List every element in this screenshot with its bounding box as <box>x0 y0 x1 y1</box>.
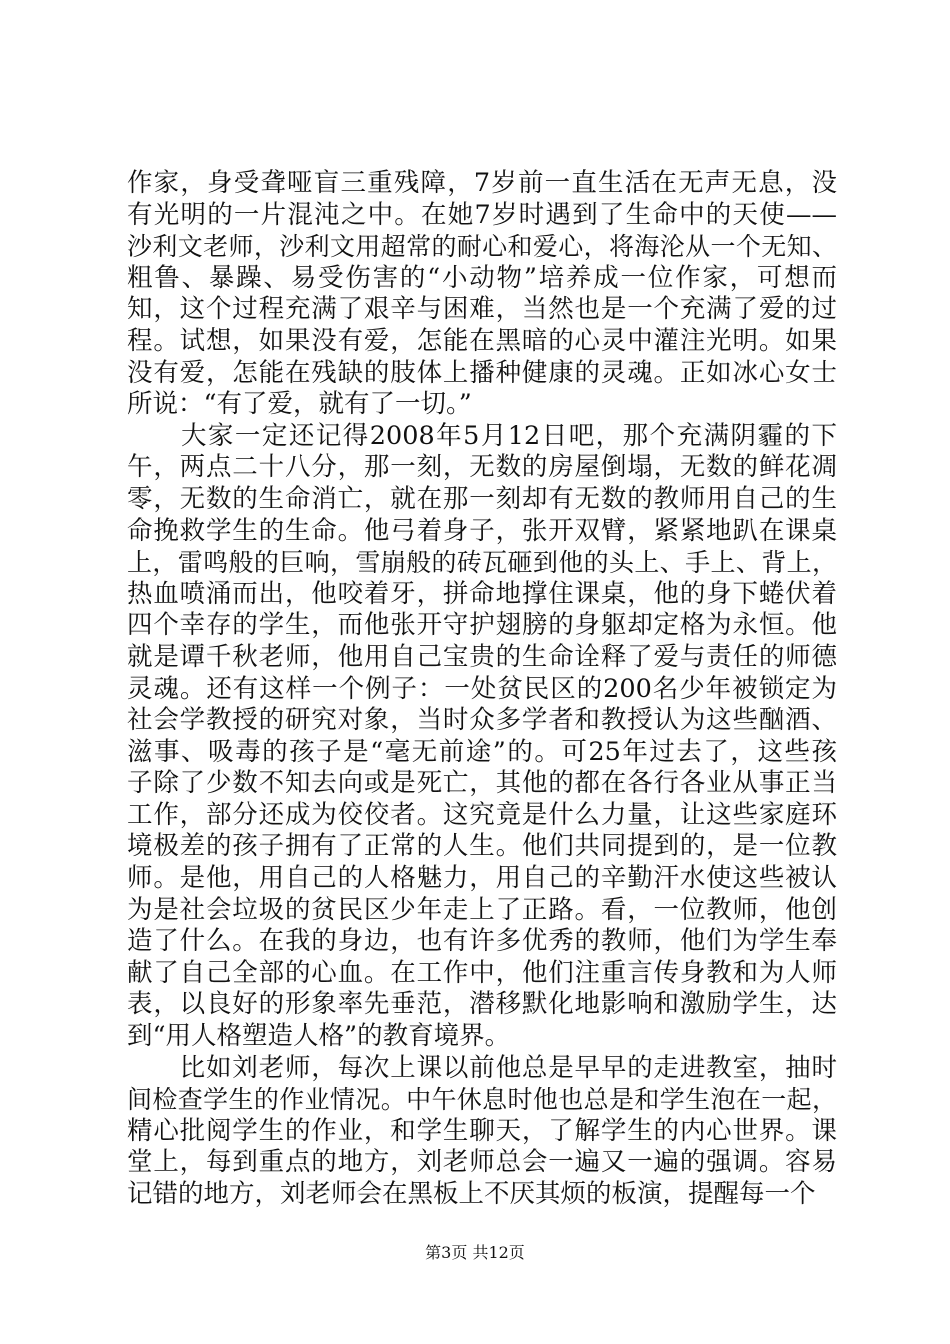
text-line: 子除了少数不知去向或是死亡，其他的都在各行各业从事正当 <box>127 768 837 799</box>
text-line: 四个幸存的学生，而他张开守护翅膀的身躯却定格为永恒。他 <box>127 610 837 641</box>
text-line: 造了什么。在我的身边，也有许多优秀的教师，他们为学生奉 <box>127 926 837 957</box>
document-body <box>127 168 837 1211</box>
text-line: 午，两点二十八分，那一刻，无数的房屋倒塌，无数的鲜花凋 <box>127 452 837 483</box>
text-line: 就是谭千秋老师，他用自己宝贵的生命诠释了爱与责任的师德 <box>127 641 837 672</box>
text-line: 境极差的孩子拥有了正常的人生。他们共同提到的，是一位教 <box>127 831 837 862</box>
text-line: 比如刘老师，每次上课以前他总是早早的走进教室，抽时 <box>127 1052 837 1083</box>
text-line: 热血喷涌而出，他咬着牙，拼命地撑住课桌，他的身下蜷伏着 <box>127 578 837 609</box>
text-line: 滋事、吸毒的孩子是“毫无前途”的。可25年过去了，这些孩 <box>127 736 837 767</box>
text-line: 命挽救学生的生命。他弓着身子，张开双臂，紧紧地趴在课桌 <box>127 515 837 546</box>
text-line: 精心批阅学生的作业，和学生聊天，了解学生的内心世界。课 <box>127 1115 837 1146</box>
text-line: 师。是他，用自己的人格魅力，用自己的辛勤汗水使这些被认 <box>127 863 837 894</box>
text-line: 知，这个过程充满了艰辛与困难，当然也是一个充满了爱的过 <box>127 294 837 325</box>
page-number: 第3页 共12页 <box>425 1243 525 1262</box>
page-footer <box>0 1242 950 1264</box>
text-line: 程。试想，如果没有爱，怎能在黑暗的心灵中灌注光明。如果 <box>127 325 837 356</box>
text-line: 沙利文老师，沙利文用超常的耐心和爱心，将海沦从一个无知、 <box>127 232 837 262</box>
text-line: 堂上，每到重点的地方，刘老师总会一遍又一遍的强调。容易 <box>127 1147 837 1178</box>
text-line: 没有爱，怎能在残缺的肢体上播种健康的灵魂。正如冰心女士 <box>127 357 837 388</box>
text-line: 灵魂。还有这样一个例子：一处贫民区的200名少年被锁定为 <box>127 673 837 704</box>
text-line: 粗鲁、暴躁、易受伤害的“小动物”培养成一位作家，可想而 <box>127 262 837 293</box>
text-line: 记错的地方，刘老师会在黑板上不厌其烦的板演，提醒每一个 <box>127 1179 816 1209</box>
text-line: 大家一定还记得2008年5月12日吧，那个充满阴霾的下 <box>127 420 837 451</box>
paragraph <box>127 168 837 421</box>
text-line: 间检查学生的作业情况。中午休息时他也总是和学生泡在一起， <box>127 1085 837 1115</box>
text-line: 表，以良好的形象率先垂范，潜移默化地影响和激励学生，达 <box>127 989 837 1020</box>
text-line: 零，无数的生命消亡，就在那一刻却有无数的教师用自己的生 <box>127 483 837 514</box>
text-line: 献了自己全部的心血。在工作中，他们注重言传身教和为人师 <box>127 957 837 988</box>
document-text <box>127 168 837 1211</box>
text-line: 所说：“有了爱，就有了一切。” <box>127 389 472 420</box>
text-line: 到“用人格塑造人格”的教育境界。 <box>127 1021 511 1052</box>
text-line: 上，雷鸣般的巨响，雪崩般的砖瓦砸到他的头上、手上、背上， <box>127 548 837 578</box>
text-line: 为是社会垃圾的贫民区少年走上了正路。看，一位教师，他创 <box>127 894 837 925</box>
paragraph <box>127 1053 837 1211</box>
paragraph <box>127 421 837 1053</box>
text-line: 社会学教授的研究对象，当时众多学者和教授认为这些酗酒、 <box>127 705 837 736</box>
text-line: 作家，身受聋哑盲三重残障，7岁前一直生活在无声无息，没 <box>127 168 837 198</box>
text-line: 工作，部分还成为佼佼者。这究竟是什么力量，让这些家庭环 <box>127 799 837 830</box>
text-line: 有光明的一片混沌之中。在她7岁时遇到了生命中的天使—— <box>127 199 837 230</box>
